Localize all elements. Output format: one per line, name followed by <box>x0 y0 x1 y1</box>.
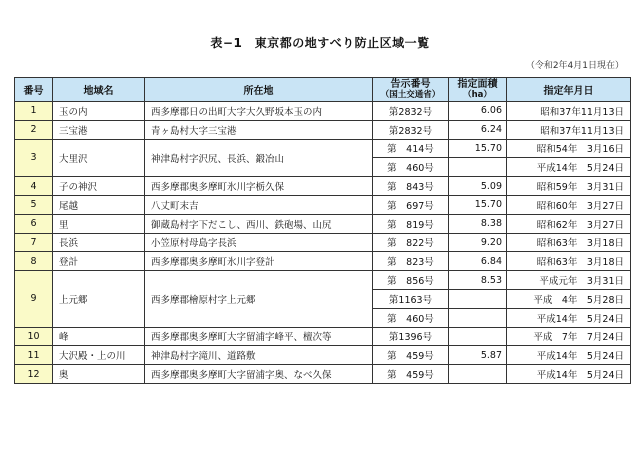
table-row <box>15 120 631 139</box>
row-area-name: 登計 <box>53 252 145 271</box>
row-date: 平成14年 5月24日 <box>507 158 631 177</box>
row-area-size <box>449 327 507 346</box>
as-of-date-note: （令和2年4月1日現在） <box>525 61 624 71</box>
header-row <box>15 78 631 102</box>
table-row <box>15 327 631 346</box>
header-number: 番号 <box>15 78 53 102</box>
row-notice-number: 第2832号 <box>373 102 449 121</box>
table-row <box>15 252 631 271</box>
row-area-size: 6.84 <box>449 252 507 271</box>
row-number: 12 <box>15 365 53 384</box>
row-notice-number: 第 459号 <box>373 346 449 365</box>
row-notice-number: 第 460号 <box>373 158 449 177</box>
row-notice-number: 第 697号 <box>373 195 449 214</box>
row-area-name: 子の神沢 <box>53 177 145 196</box>
header-notice-number <box>373 78 449 102</box>
row-notice-number: 第1163号 <box>373 289 449 308</box>
row-date: 昭和59年 3月31日 <box>507 177 631 196</box>
row-date: 昭和63年 3月18日 <box>507 252 631 271</box>
row-date: 昭和37年11月13日 <box>507 102 631 121</box>
row-notice-number: 第 459号 <box>373 365 449 384</box>
row-location: 小笠原村母島字長浜 <box>145 233 373 252</box>
row-area-size: 15.70 <box>449 195 507 214</box>
row-date: 平成14年 5月24日 <box>507 346 631 365</box>
row-date: 平成14年 5月24日 <box>507 365 631 384</box>
row-location: 御蔵島村字下だこし、西川、鉄砲場、山尻 <box>145 214 373 233</box>
table-row <box>15 346 631 365</box>
row-area-size: 8.53 <box>449 271 507 290</box>
row-location: 西多摩郡奥多摩町大字留浦字奥、なべ久保 <box>145 365 373 384</box>
row-date: 昭和60年 3月27日 <box>507 195 631 214</box>
row-area-size: 9.20 <box>449 233 507 252</box>
table-row <box>15 365 631 384</box>
row-area-name: 上元郷 <box>53 271 145 327</box>
header-size-sub: （ha） <box>463 90 492 100</box>
header-notice-sub: （国土交通省） <box>380 90 441 100</box>
row-location: 西多摩郡奥多摩町氷川字栃久保 <box>145 177 373 196</box>
page-title: 表−1 東京都の地すべり防止区域一覧 <box>210 36 430 50</box>
row-area-name: 里 <box>53 214 145 233</box>
row-location: 神津島村字沢尻、長浜、鍛冶山 <box>145 139 373 177</box>
row-number: 9 <box>15 271 53 327</box>
row-area-size: 8.38 <box>449 214 507 233</box>
row-number: 10 <box>15 327 53 346</box>
row-location: 神津島村字滝川、道路敷 <box>145 346 373 365</box>
landslide-area-table <box>14 77 631 384</box>
row-area-size: 6.24 <box>449 120 507 139</box>
row-notice-number: 第 819号 <box>373 214 449 233</box>
header-notice-main: 告示番号 <box>390 79 431 90</box>
row-number: 4 <box>15 177 53 196</box>
row-area-size: 15.70 <box>449 139 507 158</box>
row-area-size: 5.09 <box>449 177 507 196</box>
row-location: 八丈町末吉 <box>145 195 373 214</box>
row-area-size: 5.87 <box>449 346 507 365</box>
row-number: 8 <box>15 252 53 271</box>
row-area-name: 大沢殿・上の川 <box>53 346 145 365</box>
header-location: 所在地 <box>145 78 373 102</box>
row-number: 1 <box>15 102 53 121</box>
row-area-name: 玉の内 <box>53 102 145 121</box>
header-area-name: 地域名 <box>53 78 145 102</box>
row-location: 西多摩郡日の出町大字大久野坂本玉の内 <box>145 102 373 121</box>
row-date: 昭和63年 3月18日 <box>507 233 631 252</box>
row-date: 昭和54年 3月16日 <box>507 139 631 158</box>
table-row <box>15 177 631 196</box>
row-date: 昭和62年 3月27日 <box>507 214 631 233</box>
row-notice-number: 第 414号 <box>373 139 449 158</box>
row-area-name: 三宝港 <box>53 120 145 139</box>
row-number: 2 <box>15 120 53 139</box>
row-location: 西多摩郡奥多摩町氷川字登計 <box>145 252 373 271</box>
row-area-size <box>449 308 507 327</box>
header-size-main: 指定面積 <box>457 79 498 90</box>
table-row <box>15 233 631 252</box>
row-notice-number: 第 460号 <box>373 308 449 327</box>
row-location: 青ヶ島村大字三宝港 <box>145 120 373 139</box>
row-notice-number: 第1396号 <box>373 327 449 346</box>
row-area-size <box>449 158 507 177</box>
row-number: 11 <box>15 346 53 365</box>
table-row <box>15 102 631 121</box>
row-date: 平成14年 5月24日 <box>507 308 631 327</box>
row-area-size <box>449 289 507 308</box>
row-notice-number: 第 823号 <box>373 252 449 271</box>
row-date: 平成元年 3月31日 <box>507 271 631 290</box>
row-notice-number: 第2832号 <box>373 120 449 139</box>
row-area-name: 長浜 <box>53 233 145 252</box>
table-row <box>15 195 631 214</box>
row-location: 西多摩郡檜原村字上元郷 <box>145 271 373 327</box>
row-number: 6 <box>15 214 53 233</box>
row-area-name: 大里沢 <box>53 139 145 177</box>
table-row <box>15 271 631 290</box>
row-number: 3 <box>15 139 53 177</box>
row-date: 平成 7年 7月24日 <box>507 327 631 346</box>
header-designation-date: 指定年月日 <box>507 78 631 102</box>
row-date: 昭和37年11月13日 <box>507 120 631 139</box>
row-area-name: 尾越 <box>53 195 145 214</box>
row-number: 7 <box>15 233 53 252</box>
row-location: 西多摩郡奥多摩町大字留浦字峰平、檀次等 <box>145 327 373 346</box>
row-area-name: 奥 <box>53 365 145 384</box>
row-date: 平成 4年 5月28日 <box>507 289 631 308</box>
row-area-name: 峰 <box>53 327 145 346</box>
header-designated-area <box>449 78 507 102</box>
row-notice-number: 第 856号 <box>373 271 449 290</box>
row-notice-number: 第 843号 <box>373 177 449 196</box>
row-area-size: 6.06 <box>449 102 507 121</box>
row-notice-number: 第 822号 <box>373 233 449 252</box>
row-area-size <box>449 365 507 384</box>
table-row <box>15 214 631 233</box>
table-row <box>15 139 631 158</box>
row-number: 5 <box>15 195 53 214</box>
